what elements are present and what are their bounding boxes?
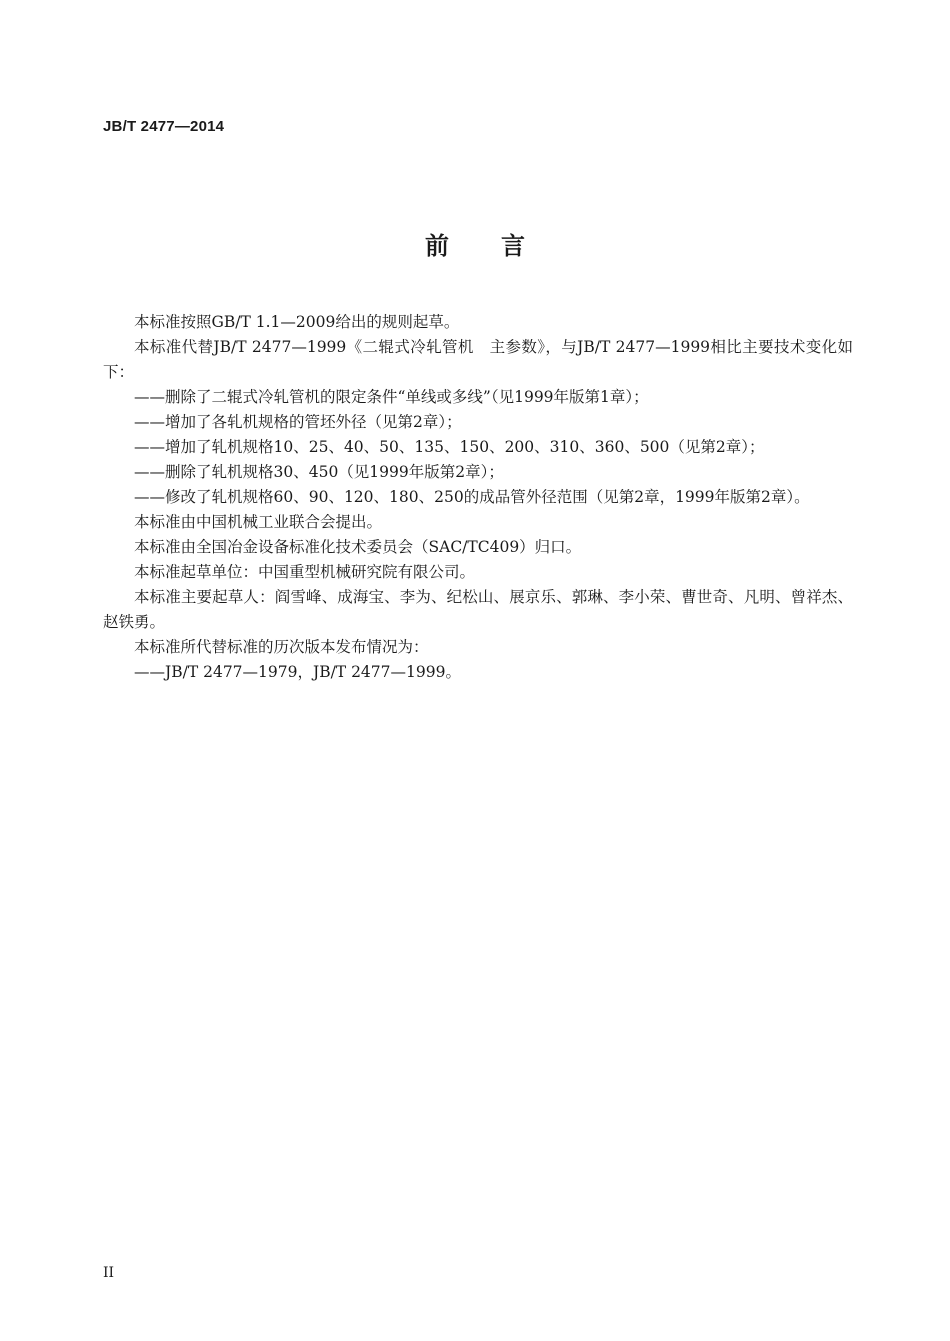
- title-char-2: 言: [501, 232, 525, 260]
- foreword-body: [103, 310, 853, 685]
- page-number: II: [103, 1265, 115, 1281]
- paragraph: 本标准由全国冶金设备标准化技术委员会（SAC/TC409）归口。: [134, 538, 582, 556]
- title-char-1: 前: [425, 232, 449, 260]
- paragraph: 本标准代替JB/T 2477—1999《二辊式冷轧管机 主参数》，与JB/T 2477—1999相比主要技术变化如下：: [103, 338, 853, 381]
- list-item: ——删除了轧机规格30、450（见1999年版第2章）；: [134, 463, 504, 481]
- document-code: JB/T 2477—2014: [103, 118, 225, 135]
- list-item: ——JB/T 2477—1979，JB/T 2477—1999。: [134, 663, 461, 681]
- list-item: ——修改了轧机规格60、90、120、180、250的成品管外径范围（见第2章，1999年版第2章）。: [134, 488, 810, 506]
- list-item: ——增加了轧机规格10、25、40、50、135、150、200、310、360、500（见第2章）；: [134, 438, 765, 456]
- list-item: ——删除了二辊式冷轧管机的限定条件“单线或多线”（见1999年版第1章）；: [134, 388, 649, 406]
- paragraph: 本标准起草单位：中国重型机械研究院有限公司。: [134, 563, 476, 581]
- list-item: ——增加了各轧机规格的管坯外径（见第2章）；: [134, 413, 462, 431]
- page-title: [0, 226, 950, 261]
- paragraph: 本标准所代替标准的历次版本发布情况为：: [134, 638, 429, 656]
- paragraph: 本标准主要起草人：阎雪峰、成海宝、李为、纪松山、展京乐、郭琳、李小荣、曹世奇、凡明、曾祥杰、赵铁勇。: [103, 588, 853, 631]
- paragraph: 本标准按照GB/T 1.1—2009给出的规则起草。: [134, 313, 460, 331]
- paragraph: 本标准由中国机械工业联合会提出。: [134, 513, 383, 531]
